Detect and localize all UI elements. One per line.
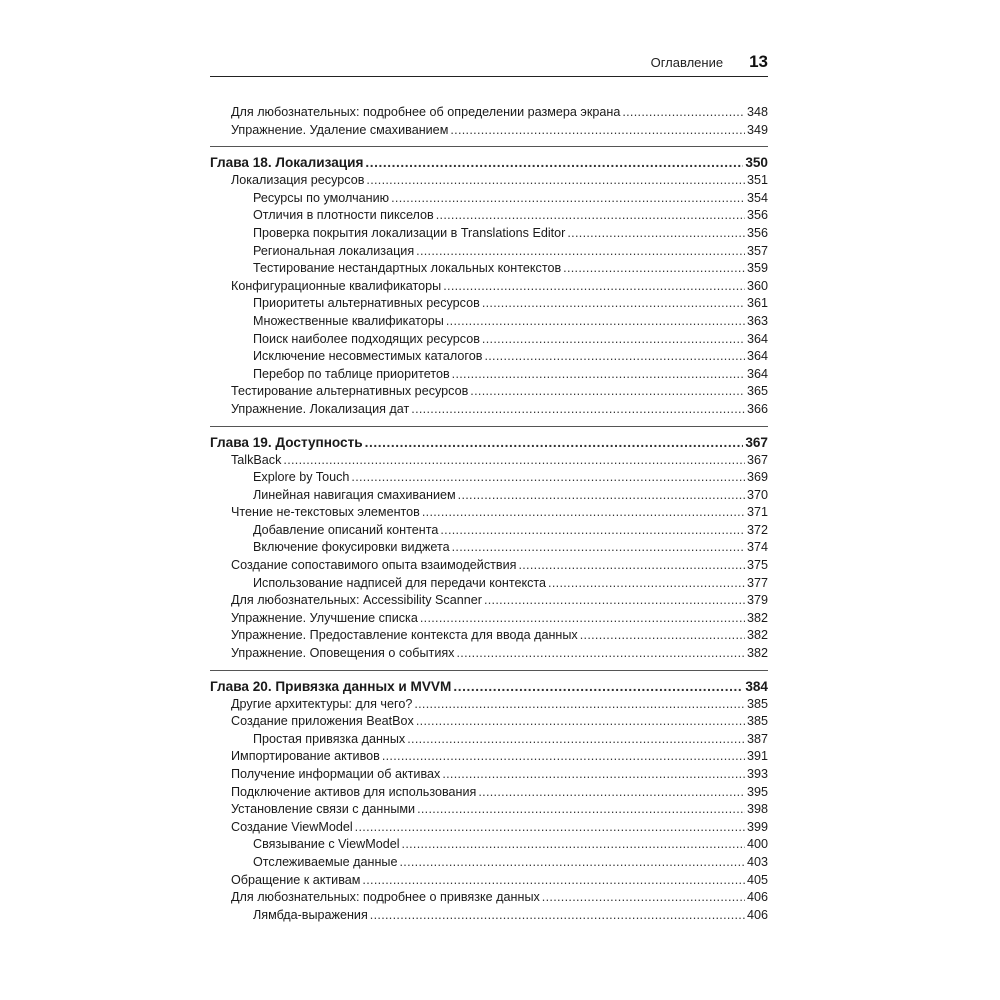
dot-leader xyxy=(443,278,745,296)
entry-title: Приоритеты альтернативных ресурсов xyxy=(253,296,480,311)
toc-entry[interactable] xyxy=(210,627,768,645)
toc-entry[interactable] xyxy=(210,487,768,505)
toc-entry[interactable] xyxy=(210,819,768,837)
toc-entry[interactable] xyxy=(210,190,768,208)
entry-page-number: 382 xyxy=(746,628,768,643)
dot-leader xyxy=(351,469,745,487)
toc-entry[interactable] xyxy=(210,907,768,925)
entry-page-number: 349 xyxy=(746,122,768,137)
entry-page-number: 356 xyxy=(746,225,768,240)
entry-title: Использование надписей для передачи контекста xyxy=(253,575,547,590)
toc-entry[interactable] xyxy=(210,539,768,557)
entry-title: Линейная навигация смахиванием xyxy=(253,487,456,502)
dot-leader xyxy=(452,366,745,384)
entry-page-number: 385 xyxy=(746,696,768,711)
entry-title: Импортирование активов xyxy=(231,749,380,764)
chapter-title: Глава 20. Привязка данных и MVVM xyxy=(210,678,452,694)
dot-leader xyxy=(283,452,745,470)
entry-title: Тестирование нестандартных локальных контекстов xyxy=(253,261,562,276)
toc-entry[interactable] xyxy=(210,313,768,331)
entry-title: Ресурсы по умолчанию xyxy=(253,190,390,205)
entry-page-number: 374 xyxy=(746,540,768,555)
entry-page-number: 364 xyxy=(746,366,768,381)
entry-page-number: 372 xyxy=(746,522,768,537)
toc-entry[interactable] xyxy=(210,243,768,261)
dot-leader xyxy=(422,504,745,522)
toc-entry[interactable] xyxy=(210,731,768,749)
dot-leader xyxy=(414,696,745,714)
chapter-title: Глава 18. Локализация xyxy=(210,155,364,171)
toc-entry[interactable] xyxy=(210,713,768,731)
dot-leader xyxy=(391,190,745,208)
entry-title: Простая привязка данных xyxy=(253,731,406,746)
toc-entry[interactable] xyxy=(210,383,768,401)
dot-leader xyxy=(484,348,745,366)
dot-leader xyxy=(446,313,745,331)
toc-entry[interactable] xyxy=(210,278,768,296)
toc-entry[interactable] xyxy=(210,401,768,419)
toc-entry[interactable] xyxy=(210,225,768,243)
entry-title: Обращение к активам xyxy=(231,872,361,887)
page-number: 13 xyxy=(749,52,768,71)
dot-leader xyxy=(440,522,745,540)
entry-title: Упражнение. Оповещения о событиях xyxy=(231,646,455,661)
toc-entry[interactable] xyxy=(210,801,768,819)
dot-leader xyxy=(420,610,745,628)
toc-entry[interactable] xyxy=(210,348,768,366)
toc-entry[interactable] xyxy=(210,854,768,872)
entry-page-number: 391 xyxy=(746,749,768,764)
chapter-entry[interactable] xyxy=(210,153,768,172)
chapter-title: Глава 19. Доступность xyxy=(210,434,363,450)
entry-page-number: 403 xyxy=(746,854,768,869)
entry-title: Включение фокусировки виджета xyxy=(253,540,450,555)
toc-entry[interactable] xyxy=(210,610,768,628)
dot-leader xyxy=(402,836,745,854)
entry-page-number: 364 xyxy=(746,331,768,346)
dot-leader xyxy=(484,592,745,610)
entry-page-number: 357 xyxy=(746,243,768,258)
dot-leader xyxy=(382,748,745,766)
chapter-section xyxy=(210,426,768,663)
toc-entry[interactable] xyxy=(210,331,768,349)
toc-entry[interactable] xyxy=(210,557,768,575)
chapter-page-number: 384 xyxy=(745,678,768,694)
entry-page-number: 351 xyxy=(746,173,768,188)
entry-title: Проверка покрытия локализации в Translations Editor xyxy=(253,225,566,240)
dot-leader xyxy=(442,766,745,784)
entry-page-number: 405 xyxy=(746,872,768,887)
entry-title: Для любознательных: подробнее о привязке данных xyxy=(231,890,540,905)
entry-page-number: 360 xyxy=(746,278,768,293)
entry-title: Исключение несовместимых каталогов xyxy=(253,349,483,364)
dot-leader xyxy=(567,225,745,243)
entry-title: Создание приложения BeatBox xyxy=(231,714,414,729)
entry-title: Упражнение. Удаление смахиванием xyxy=(231,122,449,137)
entry-title: Тестирование альтернативных ресурсов xyxy=(231,384,469,399)
entry-page-number: 367 xyxy=(746,452,768,467)
dot-leader xyxy=(622,104,745,122)
entry-page-number: 379 xyxy=(746,593,768,608)
toc-entry[interactable] xyxy=(210,575,768,593)
toc-entry[interactable] xyxy=(210,122,768,140)
entry-title: Для любознательных: подробнее об определении размера экрана xyxy=(231,105,621,119)
chapter-section xyxy=(210,146,768,418)
dot-leader xyxy=(453,677,743,696)
entry-title: Создание сопоставимого опыта взаимодействия xyxy=(231,558,517,573)
dot-leader xyxy=(411,401,745,419)
entry-title: Установление связи с данными xyxy=(231,802,416,817)
chapter-entry[interactable] xyxy=(210,433,768,452)
entry-title: Explore by Touch xyxy=(253,470,350,485)
dot-leader xyxy=(362,872,745,890)
entry-page-number: 406 xyxy=(746,890,768,905)
toc-entry[interactable] xyxy=(210,766,768,784)
toc-entry[interactable] xyxy=(210,207,768,225)
toc-entry[interactable] xyxy=(210,469,768,487)
chapter-section xyxy=(210,670,768,925)
entry-page-number: 348 xyxy=(746,105,768,119)
chapter-page-number: 367 xyxy=(745,434,768,450)
dot-leader xyxy=(417,801,745,819)
entry-title: Множественные квалификаторы xyxy=(253,313,444,328)
entry-title: Чтение не-текстовых элементов xyxy=(231,505,420,520)
entry-page-number: 361 xyxy=(746,296,768,311)
entry-page-number: 363 xyxy=(746,313,768,328)
toc-entry[interactable] xyxy=(210,366,768,384)
toc-entry[interactable] xyxy=(210,748,768,766)
entry-title: Локализация ресурсов xyxy=(231,173,365,188)
entry-page-number: 356 xyxy=(746,208,768,223)
dot-leader xyxy=(470,383,745,401)
entry-title: TalkBack xyxy=(231,452,282,467)
entry-page-number: 382 xyxy=(746,646,768,661)
entry-page-number: 366 xyxy=(746,401,768,416)
entry-title: Отличия в плотности пикселов xyxy=(253,208,434,223)
dot-leader xyxy=(370,907,745,925)
dot-leader xyxy=(542,889,745,907)
entry-page-number: 399 xyxy=(746,819,768,834)
toc-entry[interactable] xyxy=(210,504,768,522)
entry-title: Добавление описаний контента xyxy=(253,522,439,537)
entry-title: Упражнение. Предоставление контекста для ввода данных xyxy=(231,628,578,643)
toc-entry[interactable] xyxy=(210,836,768,854)
entry-page-number: 369 xyxy=(746,470,768,485)
dot-leader xyxy=(482,331,745,349)
entry-title: Создание ViewModel xyxy=(231,819,353,834)
entry-title: Региональная локализация xyxy=(253,243,415,258)
dot-leader xyxy=(366,172,745,190)
entry-page-number: 371 xyxy=(746,505,768,520)
dot-leader xyxy=(407,731,745,749)
toc-entry[interactable] xyxy=(210,872,768,890)
toc-entry[interactable] xyxy=(210,104,768,122)
toc-entry[interactable] xyxy=(210,172,768,190)
dot-leader xyxy=(518,557,745,575)
running-header-title: Оглавление xyxy=(650,55,724,70)
chapter-page-number: 350 xyxy=(745,155,768,171)
entry-title: Связывание с ViewModel xyxy=(253,837,400,852)
dot-leader xyxy=(563,260,745,278)
dot-leader xyxy=(399,854,745,872)
dot-leader xyxy=(482,295,745,313)
header-rule xyxy=(210,76,768,77)
chapter-entry[interactable] xyxy=(210,677,768,696)
entry-title: Упражнение. Улучшение списка xyxy=(231,610,418,625)
toc-entry[interactable] xyxy=(210,295,768,313)
entry-page-number: 354 xyxy=(746,190,768,205)
dot-leader xyxy=(416,713,745,731)
entry-title: Для любознательных: Accessibility Scanner xyxy=(231,593,482,608)
entry-title: Отслеживаемые данные xyxy=(253,854,398,869)
entry-page-number: 395 xyxy=(746,784,768,799)
running-header xyxy=(210,52,768,76)
toc-entry[interactable] xyxy=(210,784,768,802)
toc-entry[interactable] xyxy=(210,889,768,907)
dot-leader xyxy=(436,207,745,225)
entry-page-number: 359 xyxy=(746,261,768,276)
entry-page-number: 375 xyxy=(746,558,768,573)
entry-title: Поиск наиболее подходящих ресурсов xyxy=(253,331,480,346)
entry-title: Подключение активов для использования xyxy=(231,784,477,799)
dot-leader xyxy=(355,819,745,837)
entry-title: Перебор по таблице приоритетов xyxy=(253,366,450,381)
dot-leader xyxy=(450,122,745,140)
toc-entry[interactable] xyxy=(210,645,768,663)
entry-title: Получение информации об активах xyxy=(231,767,441,781)
entry-page-number: 400 xyxy=(746,837,768,852)
entry-page-number: 385 xyxy=(746,714,768,729)
dot-leader xyxy=(416,243,745,261)
dot-leader xyxy=(478,784,745,802)
dot-leader xyxy=(365,433,744,452)
toc-entry[interactable] xyxy=(210,452,768,470)
entry-page-number: 365 xyxy=(746,384,768,399)
table-of-contents xyxy=(210,104,768,924)
toc-entry[interactable] xyxy=(210,522,768,540)
entry-page-number: 406 xyxy=(746,907,768,922)
dot-leader xyxy=(548,575,745,593)
dot-leader xyxy=(365,153,743,172)
entry-page-number: 393 xyxy=(746,767,768,781)
entry-page-number: 377 xyxy=(746,575,768,590)
toc-entry[interactable] xyxy=(210,260,768,278)
entry-page-number: 382 xyxy=(746,610,768,625)
entry-page-number: 398 xyxy=(746,802,768,817)
entry-title: Другие архитектуры: для чего? xyxy=(231,696,413,711)
entry-page-number: 364 xyxy=(746,349,768,364)
entry-page-number: 370 xyxy=(746,487,768,502)
dot-leader xyxy=(458,487,745,505)
entry-title: Конфигурационные квалификаторы xyxy=(231,278,442,293)
dot-leader xyxy=(452,539,745,557)
entry-title: Упражнение. Локализация дат xyxy=(231,401,410,416)
toc-entry[interactable] xyxy=(210,696,768,714)
entry-page-number: 387 xyxy=(746,731,768,746)
dot-leader xyxy=(580,627,745,645)
dot-leader xyxy=(456,645,745,663)
entry-title: Лямбда-выражения xyxy=(253,907,368,922)
toc-entry[interactable] xyxy=(210,592,768,610)
